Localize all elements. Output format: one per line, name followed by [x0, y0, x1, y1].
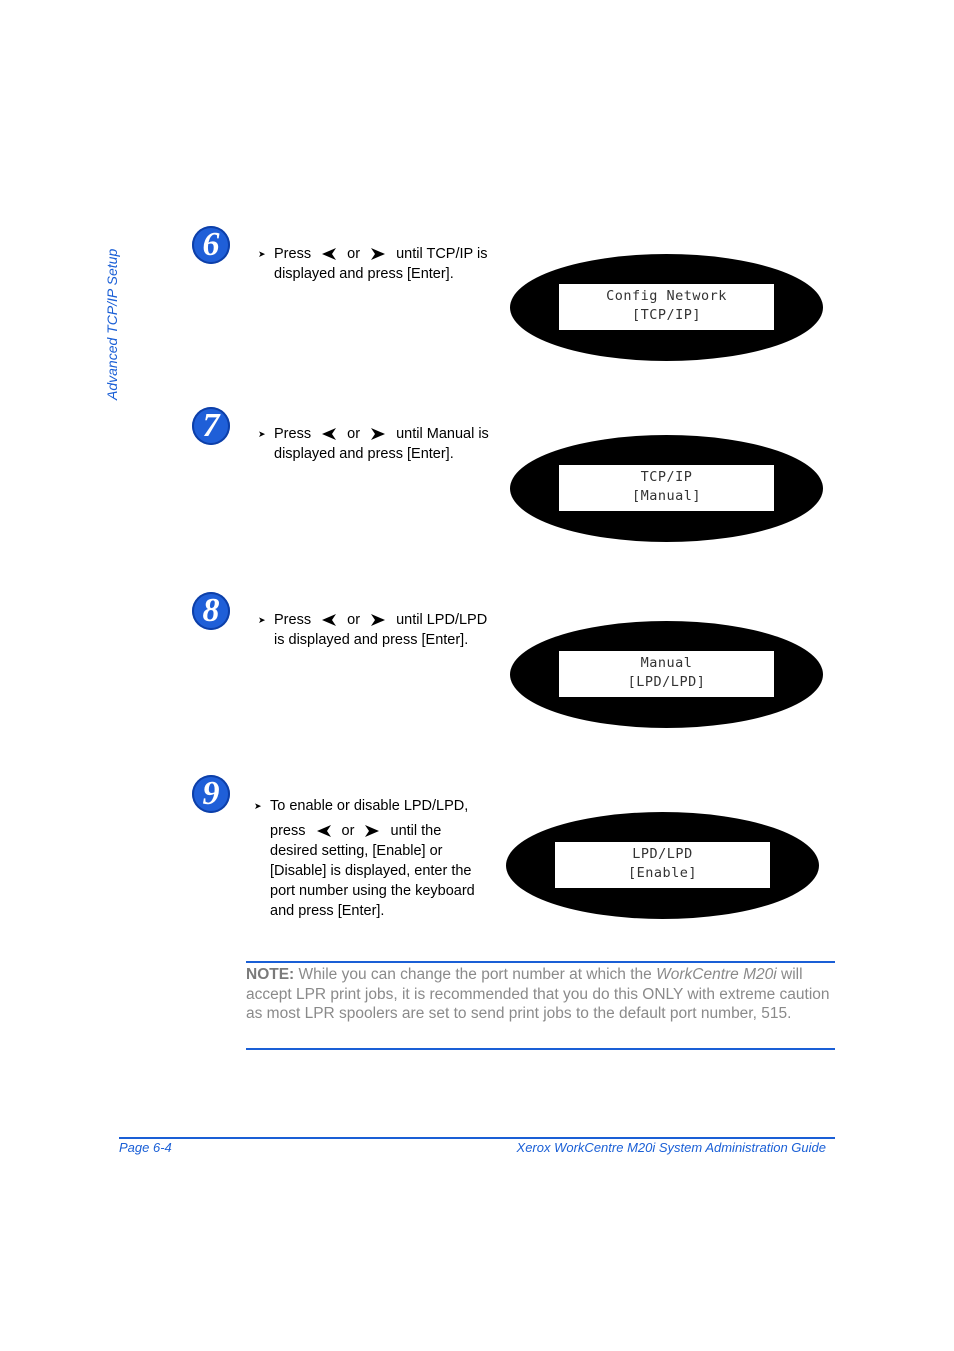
- until-text: until TCP/IP is: [396, 246, 488, 262]
- note-label: NOTE:: [246, 966, 295, 983]
- footer-divider: [119, 1137, 835, 1139]
- note-product-name: WorkCentre M20i: [656, 966, 777, 983]
- step-9-badge: 9: [192, 775, 230, 813]
- instruction-line: displayed and press [Enter].: [274, 446, 454, 462]
- bullet-icon: ➤: [254, 801, 262, 811]
- lcd-line-2: [TCP/IP]: [631, 307, 702, 323]
- instruction-line: [Disable] is displayed, enter the: [270, 863, 472, 879]
- instruction-line: and press [Enter].: [270, 903, 385, 919]
- or-text: or: [341, 823, 355, 839]
- right-arrow-icon: [371, 428, 385, 440]
- press-text: Press: [274, 246, 312, 262]
- or-text: or: [347, 246, 361, 262]
- note-box: [246, 961, 835, 1050]
- footer-page-number: Page 6-4: [119, 1140, 172, 1155]
- note-text-before: While you can change the port number at which the: [294, 966, 657, 983]
- right-arrow-icon: [371, 248, 385, 260]
- left-arrow-icon: [322, 248, 336, 260]
- bullet-icon: ➤: [258, 429, 266, 439]
- left-arrow-icon: [322, 428, 336, 440]
- lcd-line-2: [LPD/LPD]: [627, 674, 706, 690]
- right-arrow-icon: [365, 825, 379, 837]
- step-6-instruction: [274, 244, 487, 284]
- step-6-badge: 6: [192, 226, 230, 264]
- until-text: until Manual is: [396, 426, 489, 442]
- press-text: Press: [274, 426, 312, 442]
- lcd-line-2: [Manual]: [631, 488, 702, 504]
- instruction-line: is displayed and press [Enter].: [274, 632, 469, 648]
- step-7-badge: 7: [192, 407, 230, 445]
- lcd-screen: [559, 465, 774, 511]
- step-9-instruction: [270, 796, 475, 921]
- left-arrow-icon: [317, 825, 331, 837]
- side-section-title: Advanced TCP/IP Setup: [104, 248, 120, 400]
- lcd-line-2: [Enable]: [627, 865, 698, 881]
- step-8-instruction: [274, 610, 487, 650]
- until-text: until LPD/LPD: [396, 612, 488, 628]
- left-arrow-icon: [322, 614, 336, 626]
- or-text: or: [347, 426, 361, 442]
- or-text: or: [347, 612, 361, 628]
- lcd-screen: [559, 651, 774, 697]
- bullet-icon: ➤: [258, 249, 266, 259]
- note-text-after: will accept LPR print jobs, it is recommended that you do this ONLY with extreme caution as most LPR spoolers are set to send print jobs to the default port number, 515.: [246, 966, 830, 1022]
- press-text: Press: [274, 612, 312, 628]
- instruction-line: port number using the keyboard: [270, 883, 475, 899]
- lcd-line-1: LPD/LPD: [632, 846, 693, 862]
- right-arrow-icon: [371, 614, 385, 626]
- lcd-screen: [559, 284, 774, 330]
- lcd-screen: [555, 842, 770, 888]
- press-text: press: [270, 823, 306, 839]
- step-8-badge: 8: [192, 592, 230, 630]
- instruction-line: displayed and press [Enter].: [274, 266, 454, 282]
- bullet-icon: ➤: [258, 615, 266, 625]
- lcd-line-1: TCP/IP: [640, 469, 693, 485]
- until-text: until the: [390, 823, 442, 839]
- instruction-line: desired setting, [Enable] or: [270, 843, 443, 859]
- lcd-line-1: Config Network: [606, 288, 727, 304]
- footer-guide-title: Xerox WorkCentre M20i System Administration Guide: [516, 1140, 826, 1155]
- lcd-line-1: Manual: [640, 655, 693, 671]
- step-7-instruction: [274, 424, 489, 464]
- instruction-first-line: To enable or disable LPD/LPD,: [270, 798, 469, 814]
